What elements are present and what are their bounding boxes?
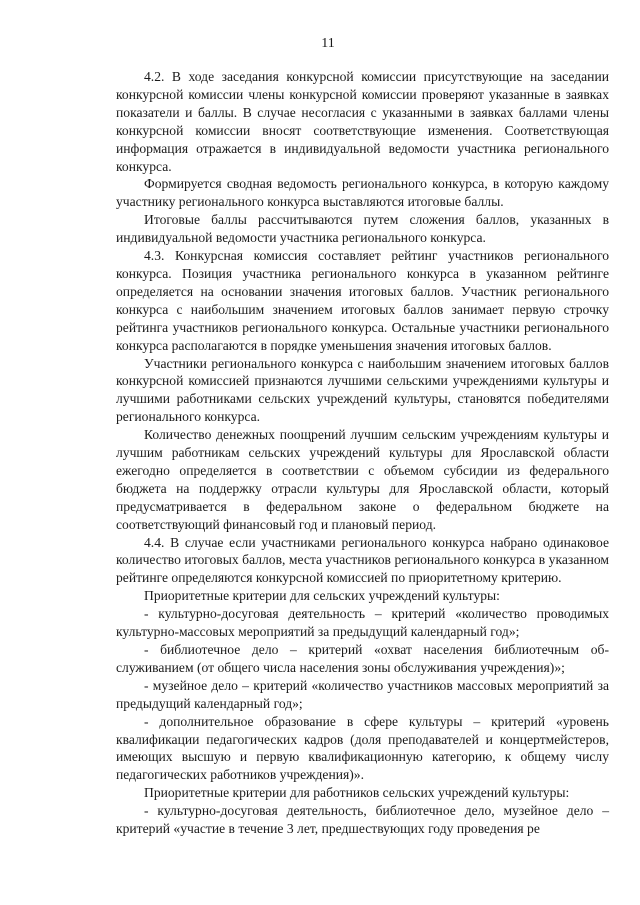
page-number: 11 [321, 36, 335, 51]
paragraph-criteria-institutions: Приоритетные критерии для сельских учреждений культуры: [144, 588, 500, 604]
paragraph-criteria-workers: Приоритетные критерии для работников сельских учреждений культуры: [144, 785, 570, 801]
paragraph-4-4: 4.4. В случае если участниками регионального конкурса набрано одинаковое количество итоговых баллов, места участников регионального конкурса в указанном рейтинге определяются конкурсной комиссией по приоритетному критерию. [116, 534, 609, 586]
paragraph-awards-count: Количество денежных поощрений лучшим сельским учреждениям культуры и лучшим работникам сельских учреждений культуры для Ярославской области ежегодно определяется в соответствии с объемом субсидии из федерального бюджета на поддержку отрасли культуры для Ярославской области, который предусматривается в федеральном законе о федеральном бюджете на соответствующий финансовый год и плановый период. [116, 427, 609, 532]
document-body [116, 68, 609, 838]
paragraph-total-score: Итоговые баллы рассчитываются путем сложения баллов, указанных в индивидуальной ведомости участника регионального конкурса. [116, 212, 609, 246]
list-item-cultural-leisure: - культурно-досуговая деятельность – критерий «количество проводимых культурно-массовых мероприятий за предыдущий календарный год»; [116, 606, 609, 640]
list-item-additional-education: - дополнительное образование в сфере культуры – критерий «уровень квалификации педагогических кадров (доля преподавателей и концертмейстеров, имеющих высшую и первую квалификационную категорию, к общему числу педагогических работников учреждения)». [116, 713, 609, 783]
list-item-library: - библиотечное дело – критерий «охват населения библиотечным обслуживанием (от общего числа населения зоны обслуживания учреждения)»; [116, 642, 609, 675]
paragraph-4-2: 4.2. В ходе заседания конкурсной комиссии присутствующие на заседании конкурсной комиссии члены конкурсной комиссии проверяют указанные в заявках показатели и баллы. В случае несогласия с указанными в заявках баллами члены конкурсной комиссии вносят соответствующие изменения. Соответствующая информация отражается в индивидуальной ведомости участника регионального конкурса. [116, 69, 609, 174]
list-item-museum: - музейное дело – критерий «количество участников массовых мероприятий за предыдущий календарный год»; [116, 677, 609, 711]
paragraph-4-3: 4.3. Конкурсная комиссия составляет рейтинг участников регионального конкурса. Позиция участника регионального конкурса в указанном рейтинге определяется на основании значения итоговых баллов. Участник регионального конкурса с наибольшим значением итоговых баллов занимает первую строчку рейтинга участников регионального конкурса. Остальные участники регионального конкурса располагаются в порядке уменьшения значения итоговых баллов. [116, 248, 609, 353]
paragraph-winners: Участники регионального конкурса с наибольшим значением итоговых баллов конкурсной комиссией признаются лучшими сельскими учреждениями культуры и лучшими работниками сельских учреждений культуры, становятся победителями регионального конкурса. [116, 355, 609, 425]
paragraph-summary-sheet: Формируется сводная ведомость регионального конкурса, в которую каждому участнику регионального конкурса выставляются итоговые баллы. [116, 176, 609, 210]
list-item-workers-criteria: - культурно-досуговая деятельность, библиотечное дело, музейное дело – критерий «участие в течение 3 лет, предшествующих году проведения ре [116, 803, 609, 837]
